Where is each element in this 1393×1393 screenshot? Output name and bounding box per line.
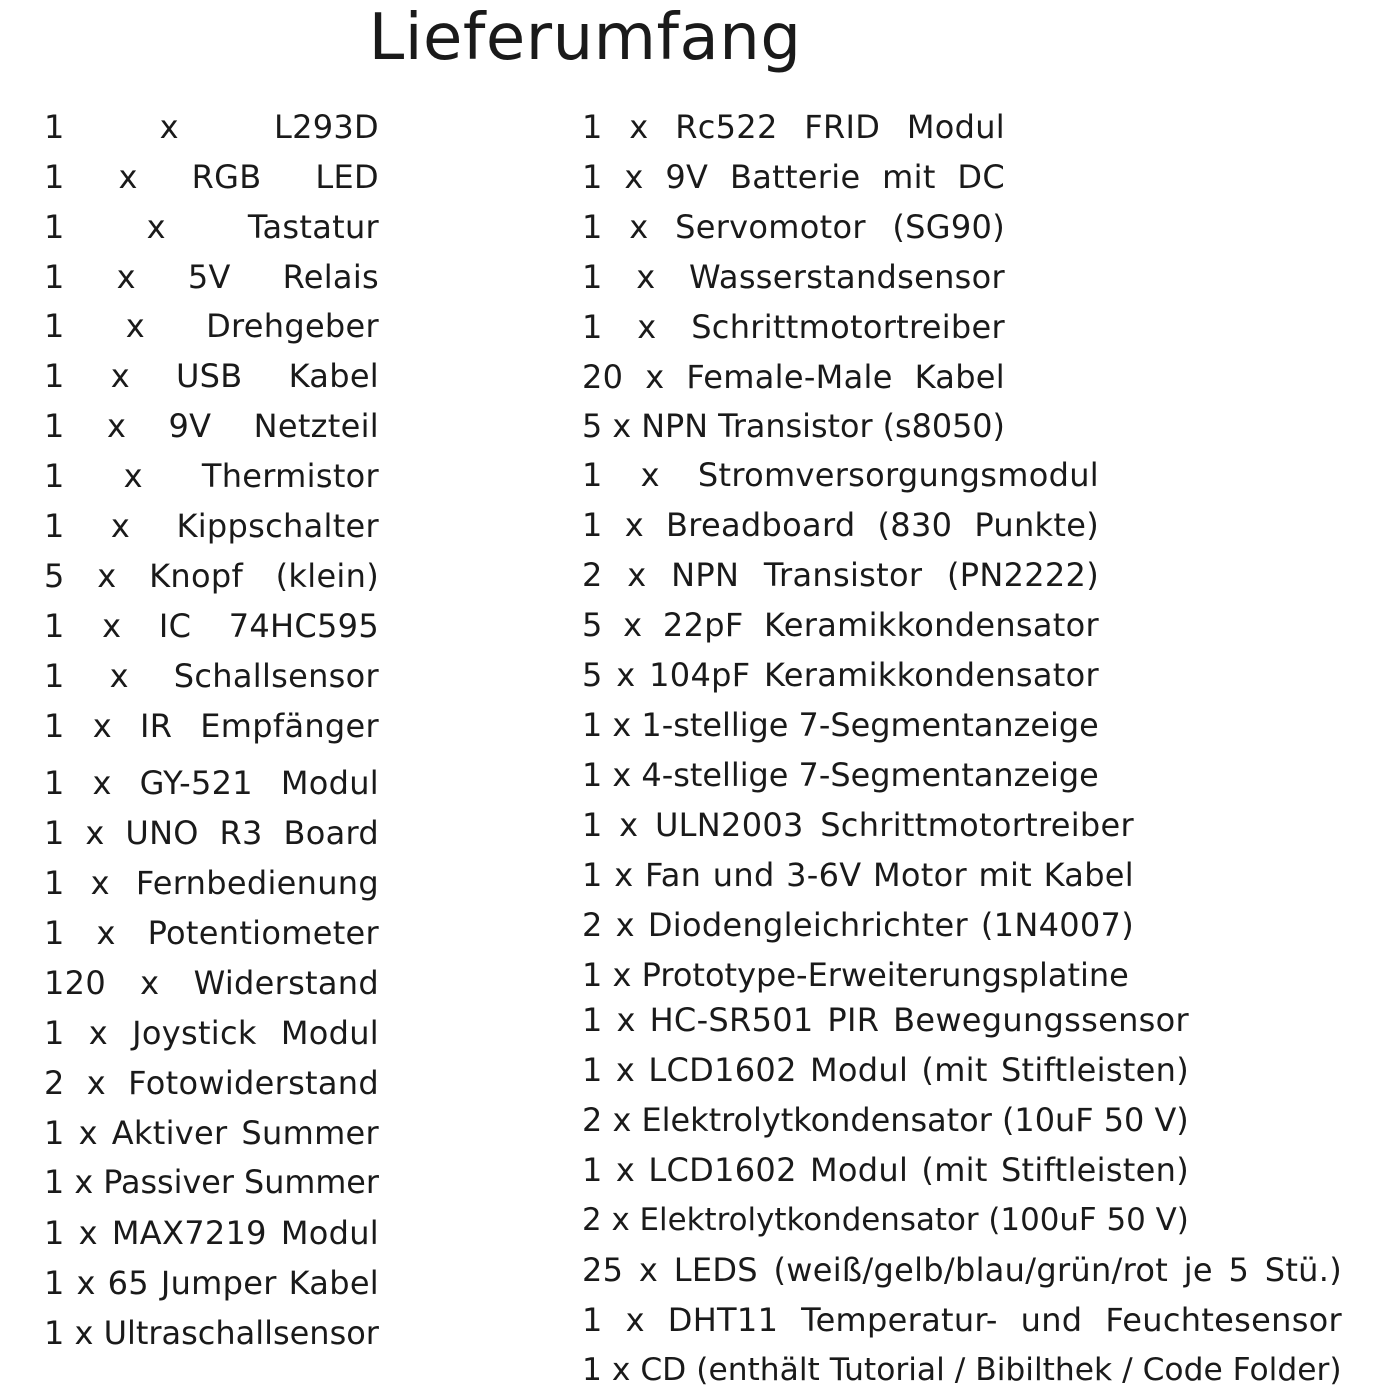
list-item: 5 x NPN Transistor (s8050) bbox=[582, 408, 1005, 445]
list-item: 1 x RGB LED bbox=[44, 158, 379, 196]
list-item: 1 x Passiver Summer bbox=[44, 1164, 379, 1201]
list-item: 1 x Schallsensor bbox=[44, 657, 379, 695]
list-item: 1 x LCD1602 Modul (mit Stiftleisten) bbox=[582, 1051, 1189, 1089]
list-item: 1 x UNO R3 Board bbox=[44, 814, 379, 852]
list-item: 120 x Widerstand bbox=[44, 964, 379, 1002]
list-item: 1 x ULN2003 Schrittmotortreiber bbox=[582, 806, 1134, 844]
list-item: 1 x L293D bbox=[44, 108, 379, 146]
list-item: 2 x Elektrolytkondensator (10uF 50 V) bbox=[582, 1101, 1189, 1139]
list-item: 1 x CD (enthält Tutorial / Bibilthek / Code Folder) bbox=[582, 1352, 1342, 1388]
list-item: 1 x 65 Jumper Kabel bbox=[44, 1264, 379, 1302]
list-item: 1 x 9V Batterie mit DC bbox=[582, 158, 1005, 196]
list-item: 1 x 1-stellige 7-Segmentanzeige bbox=[582, 706, 1099, 744]
list-item: 1 x Potentiometer bbox=[44, 914, 379, 952]
list-item: 1 x Fan und 3-6V Motor mit Kabel bbox=[582, 856, 1134, 894]
list-item: 1 x Fernbedienung bbox=[44, 864, 379, 902]
list-item: 1 x IR Empfänger bbox=[44, 707, 379, 745]
list-item: 1 x Wasserstandsensor bbox=[582, 258, 1005, 296]
list-item: 1 x 4-stellige 7-Segmentanzeige bbox=[582, 756, 1099, 794]
list-item: 1 x Rc522 FRID Modul bbox=[582, 108, 1005, 146]
list-item: 2 x Elektrolytkondensator (100uF 50 V) bbox=[582, 1202, 1189, 1238]
list-item: 1 x Joystick Modul bbox=[44, 1014, 379, 1052]
list-item: 1 x Prototype-Erweiterungsplatine bbox=[582, 956, 1129, 994]
list-item: 1 x IC 74HC595 bbox=[44, 607, 379, 645]
list-item: 1 x Servomotor (SG90) bbox=[582, 208, 1005, 246]
list-item: 1 x Ultraschallsensor bbox=[44, 1314, 379, 1352]
list-item: 20 x Female-Male Kabel bbox=[582, 358, 1005, 396]
list-item: 1 x MAX7219 Modul bbox=[44, 1214, 379, 1252]
list-item: 1 x Tastatur bbox=[44, 208, 379, 246]
list-item: 2 x Fotowiderstand bbox=[44, 1064, 379, 1102]
list-item: 1 x DHT11 Temperatur- und Feuchtesensor bbox=[582, 1301, 1342, 1339]
list-item: 1 x Thermistor bbox=[44, 457, 379, 495]
list-item: 1 x 5V Relais bbox=[44, 258, 379, 296]
list-item: 1 x Breadboard (830 Punkte) bbox=[582, 506, 1099, 544]
list-item: 5 x 22pF Keramikkondensator bbox=[582, 606, 1099, 644]
list-item: 1 x Kippschalter bbox=[44, 507, 379, 545]
list-item: 1 x GY-521 Modul bbox=[44, 764, 379, 802]
list-item: 1 x Aktiver Summer bbox=[44, 1114, 379, 1152]
list-item: 2 x NPN Transistor (PN2222) bbox=[582, 556, 1099, 594]
list-item: 2 x Diodengleichrichter (1N4007) bbox=[582, 906, 1134, 944]
list-item: 1 x LCD1602 Modul (mit Stiftleisten) bbox=[582, 1151, 1189, 1189]
list-item: 1 x HC-SR501 PIR Bewegungssensor bbox=[582, 1001, 1189, 1039]
page-title: Lieferumfang bbox=[368, 1, 802, 75]
list-item: 1 x Drehgeber bbox=[44, 307, 379, 345]
list-item: 5 x Knopf (klein) bbox=[44, 557, 379, 595]
list-item: 1 x USB Kabel bbox=[44, 357, 379, 395]
list-item: 1 x Schrittmotortreiber bbox=[582, 308, 1005, 346]
list-item: 1 x Stromversorgungsmodul bbox=[582, 456, 1099, 494]
list-item: 1 x 9V Netzteil bbox=[44, 407, 379, 445]
list-item: 25 x LEDS (weiß/gelb/blau/grün/rot je 5 Stü.) bbox=[582, 1251, 1342, 1289]
list-item: 5 x 104pF Keramikkondensator bbox=[582, 656, 1099, 694]
